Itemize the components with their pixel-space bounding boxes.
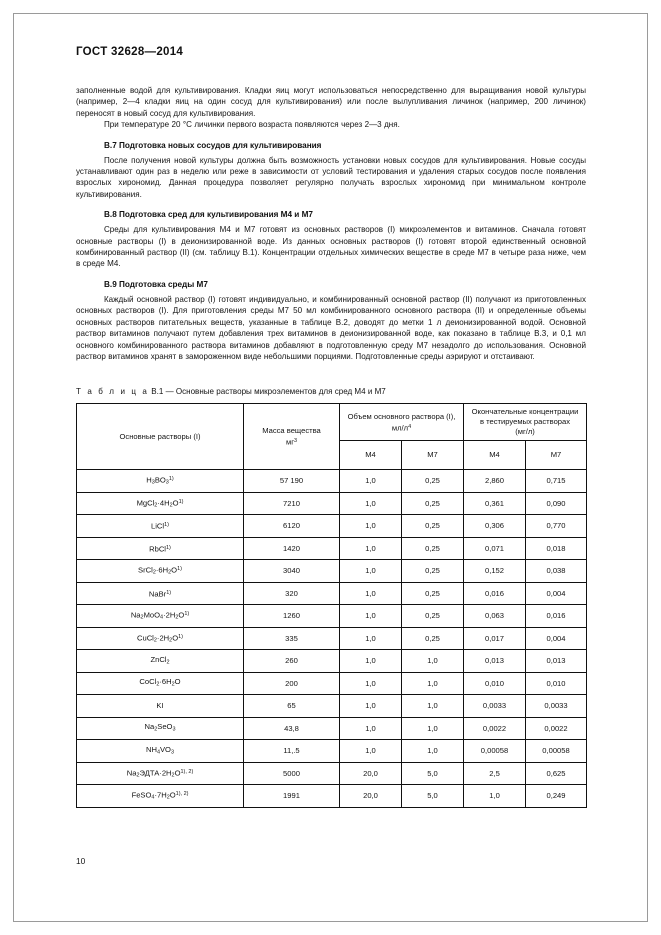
cell-volume-m4: 1,0 [340,672,402,695]
header-volume-m7: М7 [402,441,464,470]
heading-b7: В.7 Подготовка новых сосудов для культивирования [104,140,322,150]
cell-volume-m4: 20,0 [340,785,402,808]
cell-volume-m7: 5,0 [402,762,464,785]
table-row [77,492,587,515]
cell-concentration-m7: 0,0033 [526,695,587,718]
cell-concentration-m4: 0,063 [464,605,526,628]
cell-volume-m7: 1,0 [402,695,464,718]
cell-concentration-m4: 1,0 [464,785,526,808]
header-mass-line1: Масса вещества [262,426,321,436]
header-conc-line3: (мг/л) [515,427,535,437]
table-header-row-main [77,404,587,441]
cell-volume-m7: 0,25 [402,560,464,583]
cell-concentration-m4: 0,017 [464,627,526,650]
cell-substance-formula: $NH_4VO_3$ [77,740,244,763]
cell-concentration-m7: 0,625 [526,762,587,785]
table-row [77,672,587,695]
table-row [77,785,587,808]
cell-substance-formula: $SrCl_2\cdot 6H_2O^{1)}$ [77,560,244,583]
paragraph-b9: Каждый основной раствор (I) готовят индивидуально, и комбинированный основной раствор (II) получают из приготовленных основных растворов (I). Для приготовления среды М7 50 мл комбинированного основного раствора (II) и определенные объемы основных растворов питательных веществ, указанные в таблице В.2, доводят до метки 1 л деионизированной водой. Основной раствор витаминов получают путем добавления трех витаминов в деионизированной воде, как показано в таблице В.3, и 0,1 мл основного комбинированного раствора витаминов добавляют в подготовленную среду М7 незадолго до использования. Основной раствор витаминов хранят в замороженном виде небольшими порциями. Подготовленные среды аэрируют и отстаивают. [76,294,586,361]
cell-volume-m7: 0,25 [402,492,464,515]
cell-substance-formula: LiCl$^{1)}$ [77,515,244,538]
table-header [77,404,587,470]
paragraph-intro: заполненные водой для культивирования. Кладки яиц могут использоваться непосредственно для выращивания новой культуры (например, 2—4 кладки яиц на один сосуд для культивирования) или после вылупливания личинок (например, 200 личинок) переносят в новый сосуд для культивирования. [76,86,586,118]
paragraph-b8: Среды для культивирования М4 и М7 готовят из основных растворов (I) микроэлементов и витаминов. Сначала готовят основные растворы (I) в деионизированной воде. Из данных основных растворов (I) готовят второй единственный основной комбинированный раствор (II) (см. таблицу В.1). Концентрации отдельных химических веществе в среде М7 в четыре раза ниже, чем в среде М4. [76,225,586,269]
page-content [76,46,586,808]
heading-b8: В.8 Подготовка сред для культивирования М4 и М7 [104,210,313,220]
table-row [77,695,587,718]
cell-concentration-m7: 0,018 [526,537,587,560]
header-mass [244,404,340,470]
cell-concentration-m7: 0,016 [526,605,587,628]
cell-volume-m7: 1,0 [402,740,464,763]
cell-volume-m7: 1,0 [402,650,464,673]
cell-concentration-m4: 0,0022 [464,717,526,740]
cell-concentration-m4: 0,071 [464,537,526,560]
cell-mass: 5000 [244,762,340,785]
header-volume-line1: Объем основного раствора (I), [347,411,456,421]
cell-substance-formula: $H_3BO_3^{1)}$ [77,470,244,493]
cell-mass: 200 [244,672,340,695]
paragraph-b7: После получения новой культуры должна быть возможность установки новых сосудов для культивирования. Новые сосуды устанавливают один раз в неделю или реже в зависимости от условий тестирования и удаления старых сосудов после появления взрослых хирономид. Данная процедура позволяет регулярно получать взрослых хирономид при минимальном контроле культивирования. [76,155,586,199]
table-row [77,537,587,560]
cell-volume-m7: 0,25 [402,515,464,538]
cell-mass: 335 [244,627,340,650]
header-conc-line1: Окончательные концентрации [471,407,579,417]
cell-substance-formula: $Na_2SeO_3$ [77,717,244,740]
table-row [77,515,587,538]
cell-substance-formula: NaBr$^{1)}$ [77,582,244,605]
cell-concentration-m4: 0,013 [464,650,526,673]
cell-concentration-m7: 0,00058 [526,740,587,763]
cell-volume-m4: 1,0 [340,605,402,628]
table-caption [76,387,586,396]
cell-mass: 43,8 [244,717,340,740]
cell-volume-m4: 1,0 [340,492,402,515]
cell-volume-m4: 1,0 [340,717,402,740]
header-conc-line2: в тестируемых растворах [479,417,571,427]
header-mass-unit: мг [285,437,294,447]
cell-concentration-m7: 0,090 [526,492,587,515]
header-volume-group [340,404,464,441]
cell-substance-formula: ZnCl$_2$ [77,650,244,673]
cell-mass: 3040 [244,560,340,583]
cell-substance-formula: $FeSO_4\cdot 7H_2O^{1), 2)}$ [77,785,244,808]
cell-volume-m4: 1,0 [340,560,402,583]
cell-concentration-m4: 2,860 [464,470,526,493]
table-row [77,740,587,763]
cell-substance-formula: $Na_2MoO_4\cdot 2H_2O^{1)}$ [77,605,244,628]
cell-mass: 260 [244,650,340,673]
cell-mass: 1260 [244,605,340,628]
cell-concentration-m4: 0,010 [464,672,526,695]
cell-volume-m7: 0,25 [402,537,464,560]
cell-concentration-m4: 0,361 [464,492,526,515]
table-caption-text: В.1 — Основные растворы микроэлементов для сред М4 и М7 [151,387,386,397]
paragraph-temperature: При температуре 20 °С личинки первого возраста появляются через 2—3 дня. [104,120,400,130]
table-row [77,627,587,650]
cell-concentration-m7: 0,249 [526,785,587,808]
cell-mass: 7210 [244,492,340,515]
cell-mass: 11,.5 [244,740,340,763]
table-row [77,717,587,740]
standard-number-header: ГОСТ 32628—2014 [76,46,184,58]
cell-concentration-m7: 0,010 [526,672,587,695]
cell-concentration-m7: 0,770 [526,515,587,538]
cell-concentration-m7: 0,004 [526,582,587,605]
header-mass-footnote: 3 [293,438,298,445]
table-row [77,762,587,785]
cell-mass: 320 [244,582,340,605]
cell-mass: 6120 [244,515,340,538]
header-concentration-group [464,404,587,441]
cell-substance-formula: $MgCl_2\cdot 4H_2O^{1)}$ [77,492,244,515]
cell-volume-m7: 1,0 [402,672,464,695]
cell-concentration-m4: 0,306 [464,515,526,538]
cell-mass: 65 [244,695,340,718]
cell-concentration-m7: 0,004 [526,627,587,650]
cell-volume-m7: 0,25 [402,627,464,650]
table-row [77,650,587,673]
header-volume-footnote: 4 [408,423,412,430]
cell-volume-m7: 1,0 [402,717,464,740]
cell-concentration-m7: 0,0022 [526,717,587,740]
cell-concentration-m4: 0,0033 [464,695,526,718]
page-number: 10 [76,856,86,866]
table-body [77,470,587,808]
cell-mass: 57 190 [244,470,340,493]
table-row [77,560,587,583]
cell-concentration-m7: 0,013 [526,650,587,673]
header-conc-m7: М7 [526,441,587,470]
cell-concentration-m4: 0,00058 [464,740,526,763]
cell-substance-formula: KI [77,695,244,718]
cell-volume-m4: 1,0 [340,470,402,493]
cell-mass: 1991 [244,785,340,808]
cell-volume-m4: 1,0 [340,582,402,605]
cell-volume-m4: 1,0 [340,627,402,650]
cell-concentration-m4: 2,5 [464,762,526,785]
cell-concentration-m7: 0,715 [526,470,587,493]
cell-volume-m4: 1,0 [340,695,402,718]
cell-volume-m4: 1,0 [340,740,402,763]
table-row [77,470,587,493]
cell-volume-m7: 0,25 [402,605,464,628]
cell-substance-formula: $CoCl_2\cdot 6H_2O$ [77,672,244,695]
header-volume-m4: М4 [340,441,402,470]
cell-concentration-m7: 0,038 [526,560,587,583]
cell-volume-m4: 1,0 [340,515,402,538]
cell-concentration-m4: 0,152 [464,560,526,583]
header-volume-unit: мл/л [391,422,409,432]
cell-volume-m7: 0,25 [402,470,464,493]
cell-substance-formula: $Na_2ЭДТА\cdot 2H_2O^{1), 2)}$ [77,762,244,785]
cell-substance-formula: RbCl$^{1)}$ [77,537,244,560]
cell-substance-formula: $CuCl_2\cdot 2H_2O^{1)}$ [77,627,244,650]
cell-volume-m4: 20,0 [340,762,402,785]
header-substance: Основные растворы (I) [77,404,244,470]
table-caption-label: Т а б л и ц а [76,387,149,397]
heading-b9: В.9 Подготовка среды М7 [104,279,208,289]
cell-mass: 1420 [244,537,340,560]
cell-concentration-m4: 0,016 [464,582,526,605]
table-row [77,605,587,628]
trace-elements-table [76,403,587,808]
cell-volume-m7: 5,0 [402,785,464,808]
header-conc-m4: М4 [464,441,526,470]
cell-volume-m4: 1,0 [340,650,402,673]
cell-volume-m4: 1,0 [340,537,402,560]
table-row [77,582,587,605]
cell-volume-m7: 0,25 [402,582,464,605]
